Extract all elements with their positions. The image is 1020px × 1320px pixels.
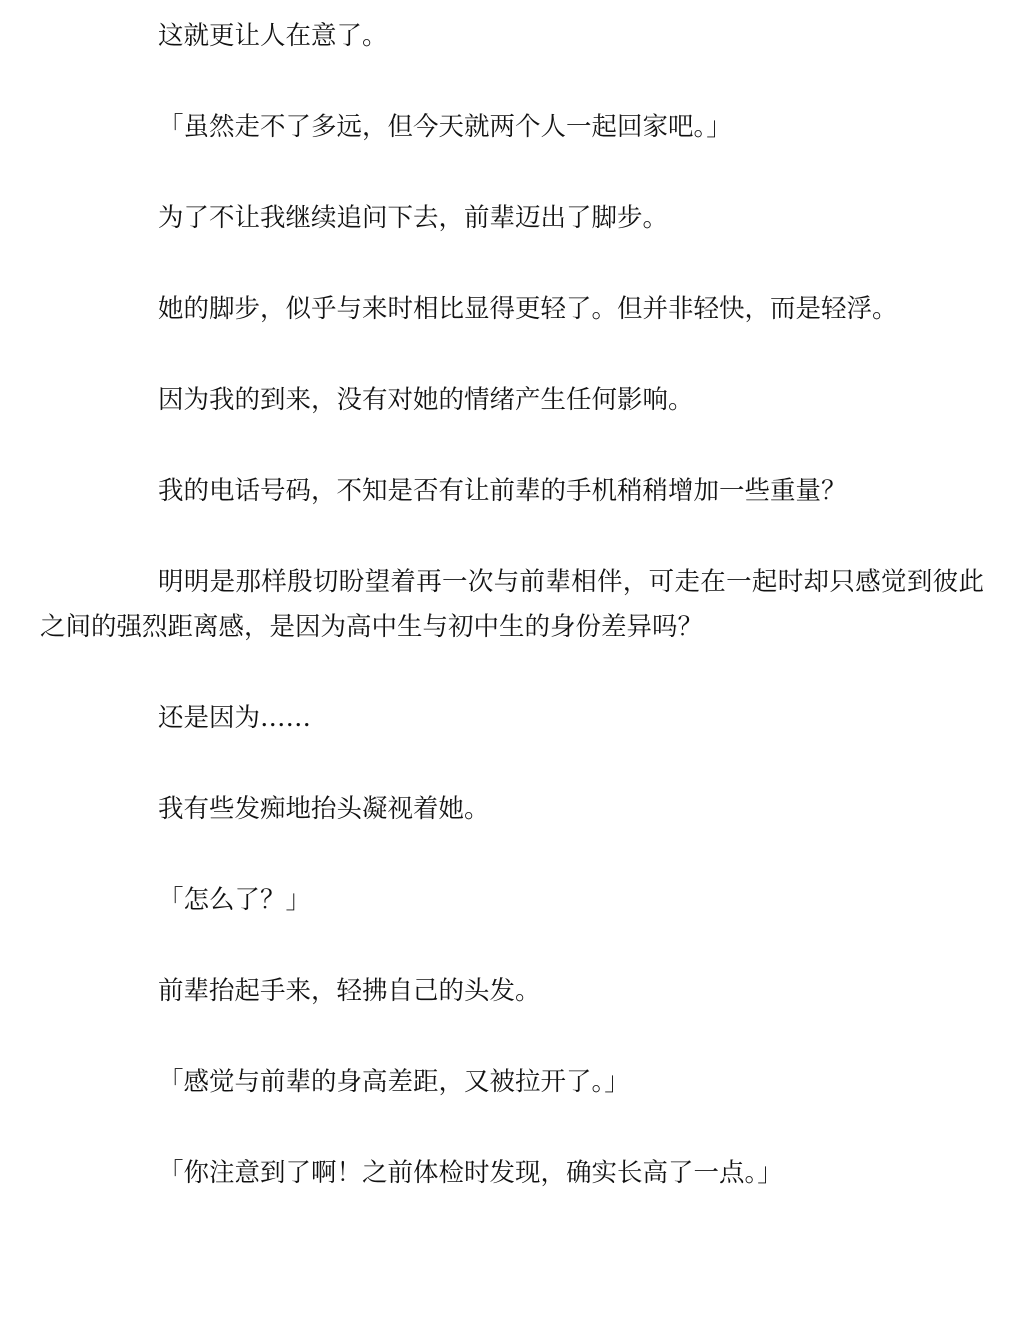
paragraph: 我有些发痴地抬头凝视着她。 (158, 794, 490, 824)
paragraph: 她的脚步，似乎与来时相比显得更轻了。但并非轻快，而是轻浮。 (158, 294, 898, 324)
paragraph: 我的电话号码，不知是否有让前辈的手机稍稍增加一些重量？ (158, 476, 847, 506)
dialogue-paragraph: 「你注意到了啊！之前体检时发现，确实长高了一点。」 (158, 1158, 783, 1188)
dialogue-paragraph: 「感觉与前辈的身高差距，又被拉开了。」 (158, 1067, 630, 1097)
dialogue-paragraph: 「虽然走不了多远，但今天就两个人一起回家吧。」 (158, 112, 732, 142)
paragraph: 这就更让人在意了。 (158, 21, 388, 51)
paragraph: 前辈抬起手来，轻拂自己的头发。 (158, 976, 541, 1006)
paragraph: 为了不让我继续追问下去，前辈迈出了脚步。 (158, 203, 669, 233)
paragraph: 还是因为…… (158, 703, 312, 733)
paragraph: 明明是那样殷切盼望着再一次与前辈相伴，可走在一起时却只感觉到彼此之间的强烈距离感，是因为高中生与初中生的身份差异吗？ (40, 567, 984, 642)
dialogue-paragraph: 「怎么了？」 (158, 885, 312, 915)
novel-page (40, 14, 984, 1196)
paragraph: 因为我的到来，没有对她的情绪产生任何影响。 (158, 385, 694, 415)
